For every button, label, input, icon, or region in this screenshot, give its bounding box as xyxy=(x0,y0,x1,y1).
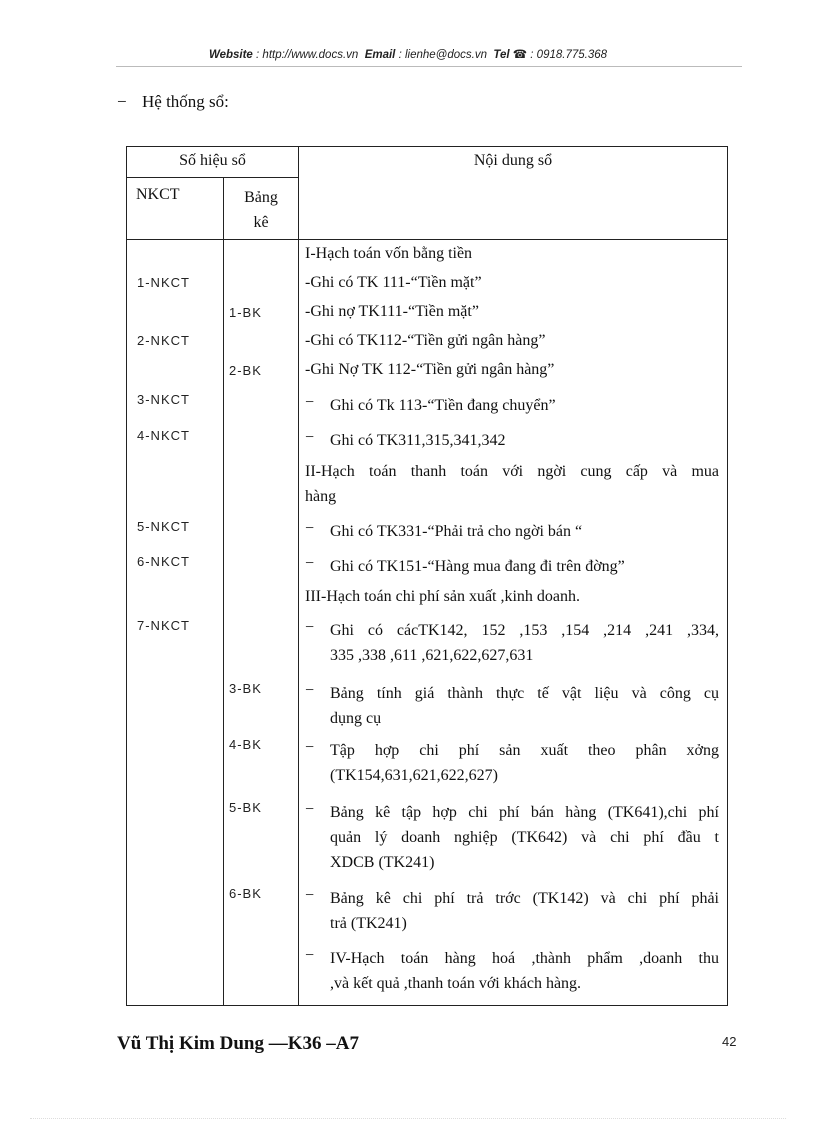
content-line: Ghi có cácTK142, 152 ,153 ,154 ,214 ,241 ,334, xyxy=(330,622,719,639)
dash-bullet: − xyxy=(305,887,315,904)
content-line: trả (TK241) xyxy=(330,915,407,932)
content-line: -Ghi có TK112-“Tiền gửi ngân hàng” xyxy=(305,332,546,349)
header-divider xyxy=(116,66,742,67)
dash-bullet: − xyxy=(305,555,315,572)
dash-bullet: − xyxy=(305,429,315,446)
content-line: 335 ,338 ,611 ,621,622,627,631 xyxy=(330,647,534,664)
phone-icon: ☎ xyxy=(512,49,528,61)
header-bang-ke-line1: Bảng xyxy=(244,189,278,206)
content-line: -Ghi nợ TK111-“Tiền mặt” xyxy=(305,303,479,320)
content-line: ,và kết quả ,thanh toán với khách hàng. xyxy=(330,975,582,992)
header-so-hieu-so: Số hiệu sổ xyxy=(127,147,299,178)
content-line: Ghi có Tk 113-“Tiền đang chuyển” xyxy=(330,397,556,414)
bk-code: 5-BK xyxy=(229,800,262,815)
bk-code: 6-BK xyxy=(229,886,262,901)
dash-bullet: − xyxy=(305,682,315,699)
dash-bullet: − xyxy=(305,739,315,756)
bk-code: 1-BK xyxy=(229,305,262,320)
content-line: dụng cụ xyxy=(330,710,382,727)
dash-bullet: − xyxy=(305,947,315,964)
tel-label: Tel xyxy=(493,49,510,61)
content-line: Ghi có TK331-“Phải trả cho ngời bán “ xyxy=(330,523,583,540)
nkct-column xyxy=(127,240,224,1006)
content-line: Tập hợp chi phí sản xuất theo phân xởng xyxy=(330,742,719,759)
dash-bullet: − xyxy=(305,394,315,411)
header-bang-ke-line2: kê xyxy=(253,213,269,231)
bk-column xyxy=(224,240,299,1006)
content-line: Ghi có TK151-“Hàng mua đang đi trên đờng” xyxy=(330,558,625,575)
tel-value: : 0918.775.368 xyxy=(530,49,608,61)
nkct-code: 1-NKCT xyxy=(137,275,190,290)
nkct-code: 3-NKCT xyxy=(137,392,190,407)
dash-bullet: − xyxy=(305,619,315,636)
ledger-table xyxy=(126,146,728,1006)
intro-bullet: − xyxy=(117,92,127,111)
content-line: Bảng kê tập hợp chi phí bán hàng (TK641),chi phí xyxy=(330,804,719,821)
dash-bullet: − xyxy=(305,520,315,537)
intro-text: Hệ thống sổ: xyxy=(142,92,229,111)
intro-line xyxy=(117,92,229,112)
content-line: hàng xyxy=(305,488,337,505)
footer-author: Vũ Thị Kim Dung —K36 –A7 xyxy=(117,1033,359,1054)
nkct-code: 2-NKCT xyxy=(137,333,190,348)
bottom-divider xyxy=(30,1118,786,1119)
email-value: : lienhe@docs.vn xyxy=(398,49,487,61)
nkct-code: 6-NKCT xyxy=(137,554,190,569)
bk-code: 3-BK xyxy=(229,681,262,696)
website-value: : http://www.docs.vn xyxy=(256,49,359,61)
website-label: Website xyxy=(208,49,253,61)
content-line: -Ghi Nợ TK 112-“Tiền gửi ngân hàng” xyxy=(305,361,555,378)
page-number: 42 xyxy=(722,1034,737,1049)
content-line: -Ghi có TK 111-“Tiền mặt” xyxy=(305,274,482,291)
content-column xyxy=(299,240,728,1006)
header-noi-dung-so: Nội dung sổ xyxy=(299,147,728,240)
content-line: (TK154,631,621,622,627) xyxy=(330,767,498,784)
dash-bullet: − xyxy=(305,801,315,818)
content-line: Bảng kê chi phí trả trớc (TK142) và chi phí phải xyxy=(330,890,719,907)
content-line: quản lý doanh nghiệp (TK642) và chi phí đầu t xyxy=(330,829,719,846)
content-line: II-Hạch toán thanh toán với ngời cung cấp và mua xyxy=(305,463,719,480)
email-label: Email xyxy=(364,49,396,61)
content-line: Bảng tính giá thành thực tế vật liệu và công cụ xyxy=(330,685,719,702)
nkct-code: 4-NKCT xyxy=(137,428,190,443)
content-line: Ghi có TK311,315,341,342 xyxy=(330,432,506,449)
page-header xyxy=(0,47,816,61)
bk-code: 2-BK xyxy=(229,363,262,378)
bk-code: 4-BK xyxy=(229,737,262,752)
content-line: IV-Hạch toán hàng hoá ,thành phẩm ,doanh thu xyxy=(330,950,719,967)
content-line: III-Hạch toán chi phí sản xuất ,kinh doanh. xyxy=(305,588,581,605)
header-bang-ke xyxy=(224,178,299,240)
nkct-code: 5-NKCT xyxy=(137,519,190,534)
header-nkct: NKCT xyxy=(127,178,224,240)
content-line: I-Hạch toán vốn bằng tiền xyxy=(305,245,473,262)
content-line: XDCB (TK241) xyxy=(330,854,435,871)
nkct-code: 7-NKCT xyxy=(137,618,190,633)
